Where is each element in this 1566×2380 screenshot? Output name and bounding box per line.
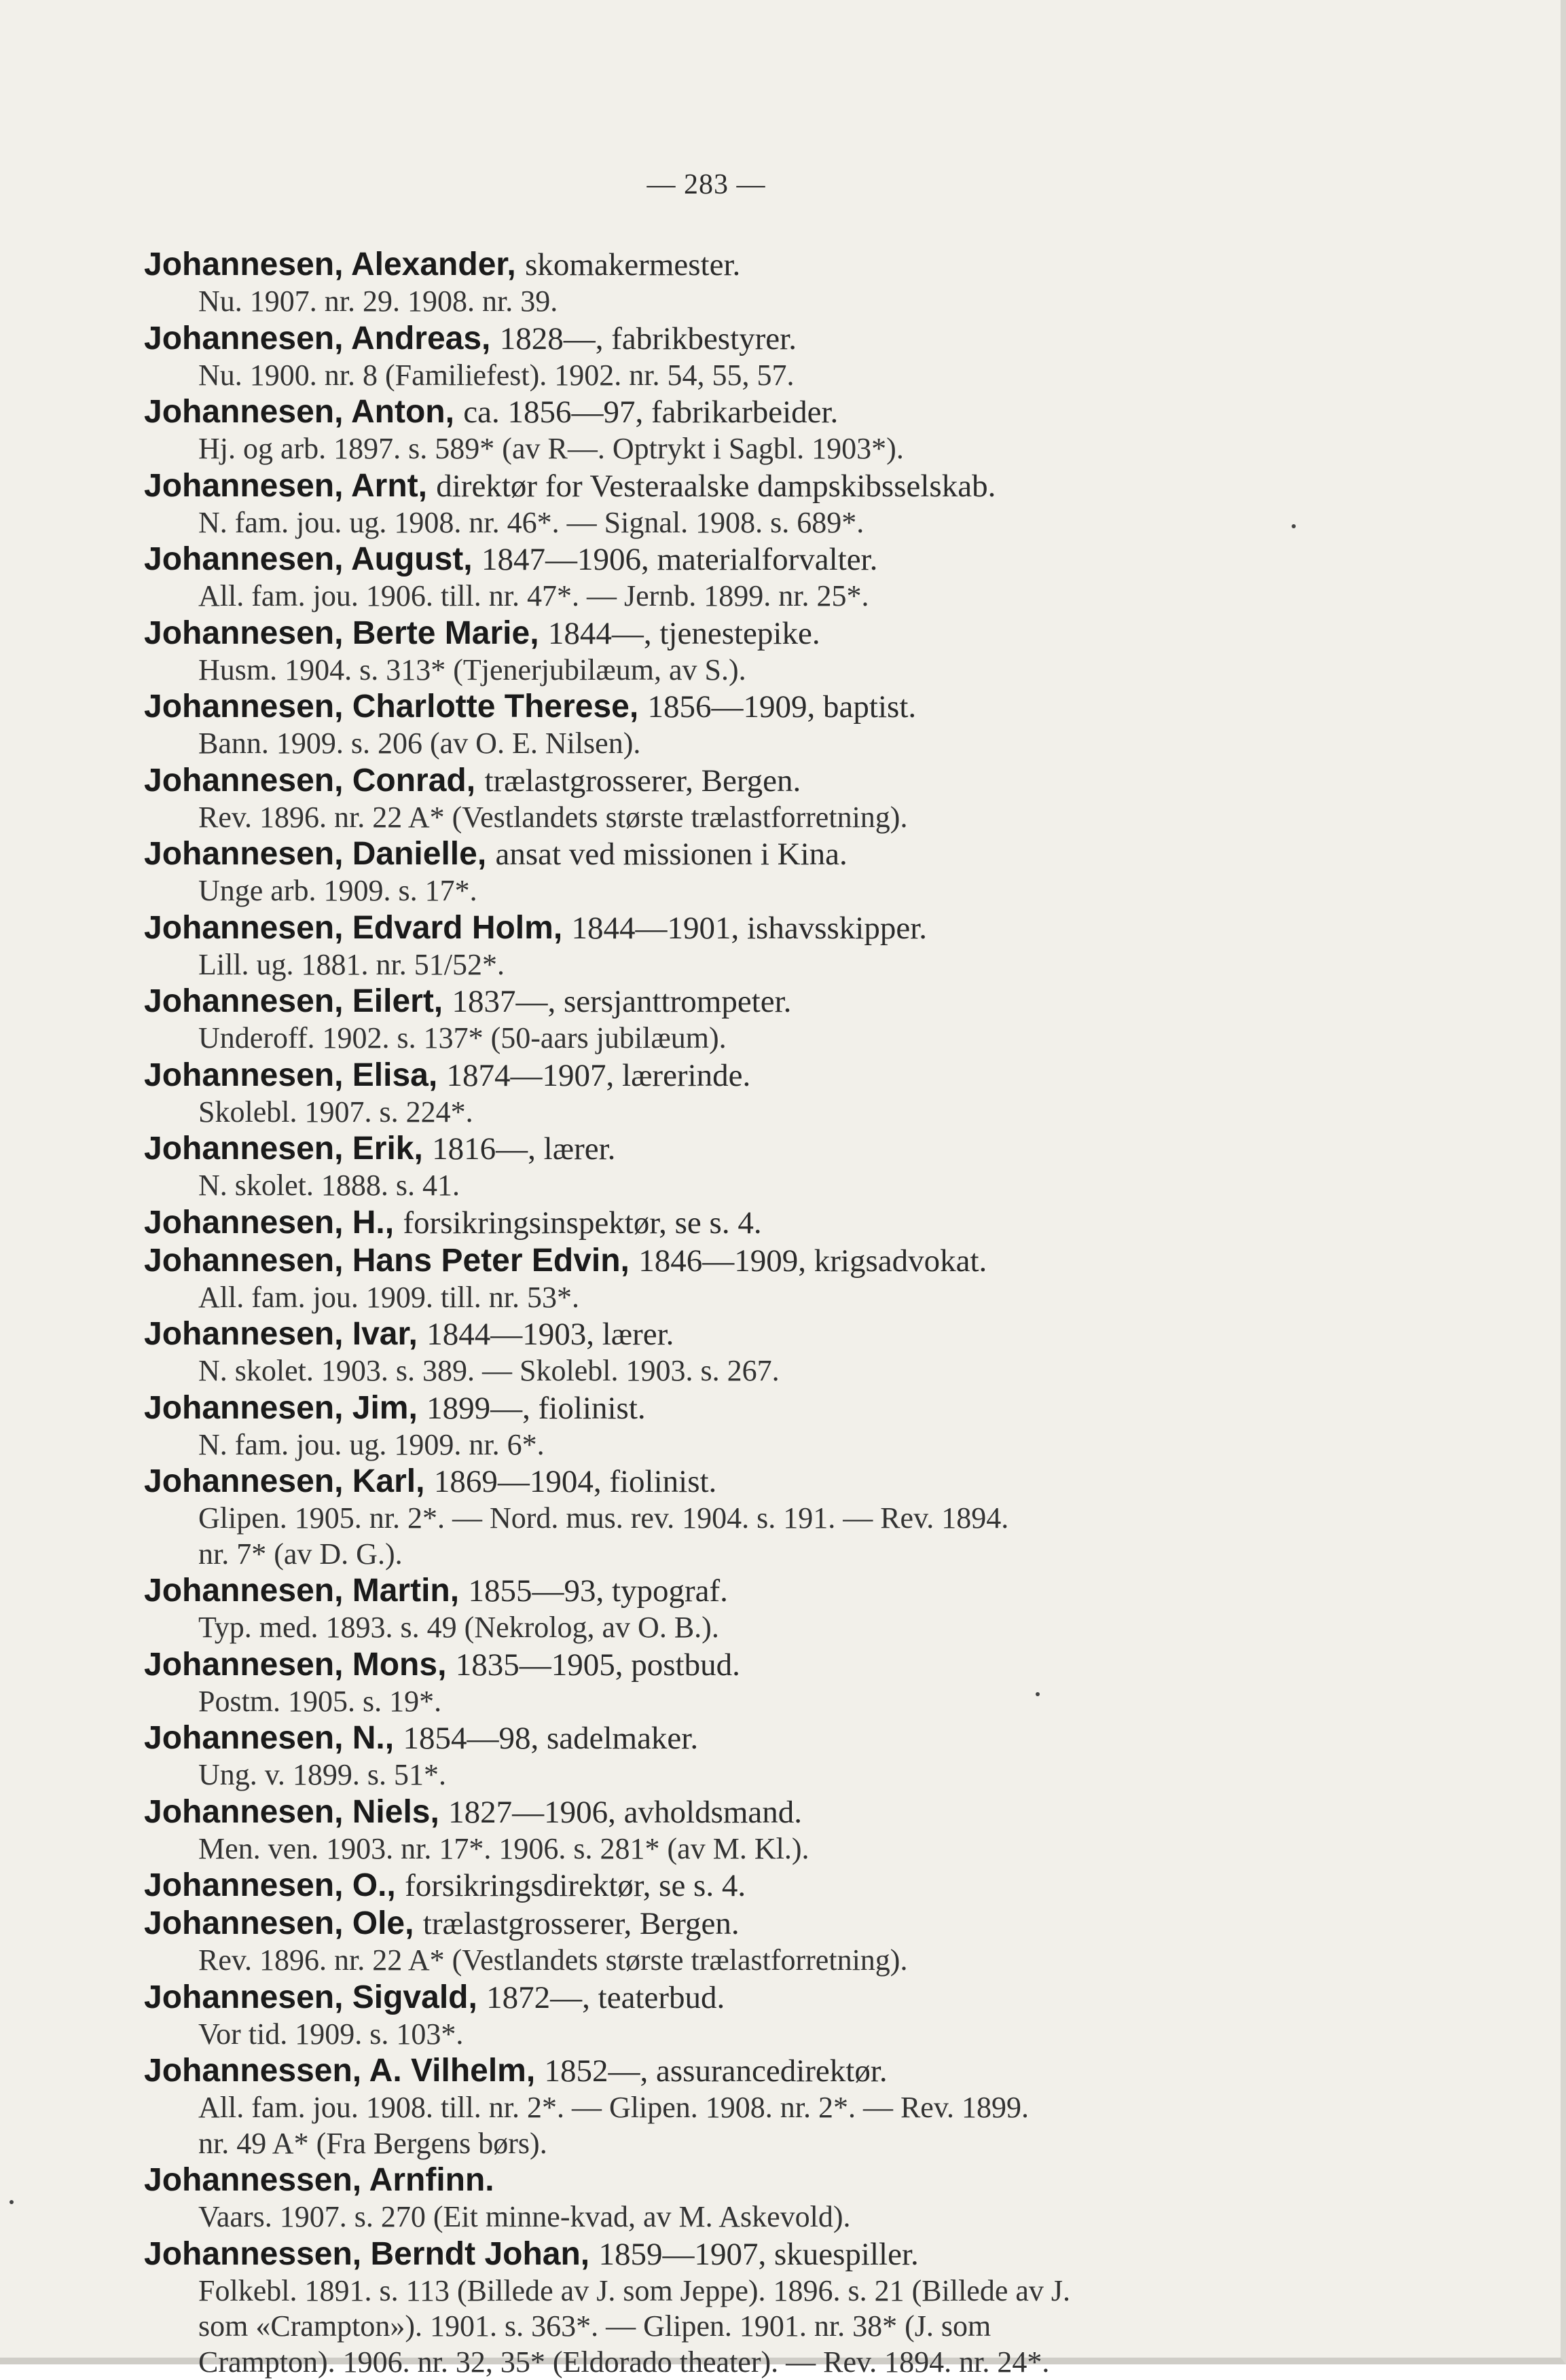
entry-heading <box>144 1389 1326 1427</box>
entry-description: 1872—, teaterbud. <box>486 1980 725 2015</box>
entry-description: 1827—1906, avholdsmand. <box>448 1795 802 1830</box>
register-entry <box>144 688 1326 762</box>
entry-references: Lill. ug. 1881. nr. 51/52*. <box>144 947 1326 983</box>
entry-description: 1856—1909, baptist. <box>648 689 917 725</box>
entry-heading <box>144 246 1326 284</box>
entry-name: Johannesen, Jim, <box>144 1390 418 1426</box>
entry-references: Folkebl. 1891. s. 113 (Billede av J. som Jeppe). 1896. s. 21 (Billede av J. som «Crampton»). 1901. s. 363*. — Glipen. 1901. nr. 38* (J. som Crampton). 1906. nr. 32, 35* (Eldorado theater). — Rev. 1894. nr. 24*. <box>144 2273 1326 2380</box>
entry-references: All. fam. jou. 1909. till. nr. 53*. <box>144 1280 1326 1316</box>
register-entry <box>144 393 1326 467</box>
register-entry <box>144 909 1326 983</box>
entry-references: Men. ven. 1903. nr. 17*. 1906. s. 281* (av M. Kl.). <box>144 1831 1326 1867</box>
register-entry <box>144 467 1326 541</box>
register-entry <box>144 1130 1326 1204</box>
register-entry <box>144 1057 1326 1131</box>
entry-name: Johannesen, Mons, <box>144 1647 446 1683</box>
entry-name: Johannessen, Arnfinn. <box>144 2162 494 2198</box>
entry-references: Skolebl. 1907. s. 224*. <box>144 1095 1326 1131</box>
entry-references: N. fam. jou. ug. 1909. nr. 6*. <box>144 1427 1326 1463</box>
register-entry <box>144 2161 1326 2235</box>
entry-heading <box>144 762 1326 800</box>
entry-heading <box>144 1719 1326 1757</box>
register-entry <box>144 1979 1326 2053</box>
entry-references: Unge arb. 1909. s. 17*. <box>144 873 1326 909</box>
entry-name: Johannesen, H., <box>144 1205 394 1241</box>
entry-references: Bann. 1909. s. 206 (av O. E. Nilsen). <box>144 726 1326 762</box>
entry-heading <box>144 1572 1326 1610</box>
entry-heading <box>144 2052 1326 2090</box>
entry-heading <box>144 1979 1326 2017</box>
entry-description: 1859—1907, skuespiller. <box>598 2237 918 2272</box>
entry-description: 1828—, fabrikbestyrer. <box>500 321 797 356</box>
register-entry <box>144 320 1326 394</box>
register-entry <box>144 1719 1326 1793</box>
entry-name: Johannesen, Karl, <box>144 1463 424 1499</box>
entry-description: 1846—1909, krigsadvokat. <box>638 1243 987 1279</box>
entry-name: Johannesen, Niels, <box>144 1794 439 1830</box>
entry-heading <box>144 1867 1326 1905</box>
entry-description: 1847—1906, materialforvalter. <box>481 542 877 577</box>
entry-references: Glipen. 1905. nr. 2*. — Nord. mus. rev. 1904. s. 191. — Rev. 1894. nr. 7* (av D. G.). <box>144 1501 1326 1572</box>
entry-name: Johannesen, Conrad, <box>144 763 475 799</box>
entry-heading <box>144 320 1326 358</box>
entry-name: Johannesen, Alexander, <box>144 246 516 282</box>
entry-heading <box>144 541 1326 579</box>
entry-references: Ung. v. 1899. s. 51*. <box>144 1757 1326 1793</box>
entry-heading <box>144 1204 1326 1242</box>
entry-name: Johannesen, Berte Marie, <box>144 615 539 651</box>
entry-heading <box>144 909 1326 947</box>
entry-name: Johannesen, Edvard Holm, <box>144 910 562 946</box>
entry-description: 1837—, sersjanttrompeter. <box>452 984 791 1019</box>
entry-description: 1835—1905, postbud. <box>456 1647 740 1683</box>
register-entry <box>144 541 1326 615</box>
entry-references: Rev. 1896. nr. 22 A* (Vestlandets største trælastforretning). <box>144 1943 1326 1979</box>
entry-name: Johannesen, Hans Peter Edvin, <box>144 1243 630 1279</box>
entry-references: N. skolet. 1888. s. 41. <box>144 1168 1326 1204</box>
entry-references: Postm. 1905. s. 19*. <box>144 1684 1326 1720</box>
entry-description: ca. 1856—97, fabrikarbeider. <box>463 395 838 430</box>
entry-references: Husm. 1904. s. 313* (Tjenerjubilæum, av S.). <box>144 653 1326 689</box>
entry-references: All. fam. jou. 1906. till. nr. 47*. — Jernb. 1899. nr. 25*. <box>144 579 1326 615</box>
register-entry <box>144 2052 1326 2161</box>
entry-heading <box>144 2161 1326 2199</box>
entry-name: Johannessen, A. Vilhelm, <box>144 2053 535 2089</box>
entry-description: 1844—, tjenestepike. <box>548 616 820 651</box>
entry-references: Underoff. 1902. s. 137* (50-aars jubilæum). <box>144 1021 1326 1057</box>
entry-description: 1869—1904, fiolinist. <box>434 1464 716 1499</box>
entry-name: Johannesen, Elisa, <box>144 1057 437 1093</box>
entry-name: Johannesen, Sigvald, <box>144 1979 477 2015</box>
entry-references: Typ. med. 1893. s. 49 (Nekrolog, av O. B.). <box>144 1610 1326 1646</box>
entry-description: 1874—1907, lærerinde. <box>447 1058 751 1093</box>
entry-name: Johannesen, Charlotte Therese, <box>144 689 638 725</box>
page-number: — 283 — <box>0 168 1413 201</box>
entry-description: direktør for Vesteraalske dampskibsselskab. <box>436 469 996 504</box>
entry-heading <box>144 1130 1326 1168</box>
entry-list <box>144 246 1326 2380</box>
entry-name: Johannesen, Danielle, <box>144 836 486 872</box>
entry-description: forsikringsdirektør, se s. 4. <box>405 1868 746 1903</box>
entry-description: skomakermester. <box>525 247 740 282</box>
stray-mark <box>1292 524 1296 528</box>
entry-heading <box>144 467 1326 505</box>
register-entry <box>144 246 1326 320</box>
entry-references: N. skolet. 1903. s. 389. — Skolebl. 1903. s. 267. <box>144 1353 1326 1389</box>
register-entry <box>144 1867 1326 1905</box>
register-entry <box>144 1572 1326 1646</box>
entry-references: Vor tid. 1909. s. 103*. <box>144 2017 1326 2053</box>
entry-name: Johannesen, Ivar, <box>144 1316 418 1352</box>
entry-heading <box>144 688 1326 726</box>
entry-heading <box>144 835 1326 873</box>
entry-description: ansat ved missionen i Kina. <box>496 837 848 872</box>
entry-description: 1816—, lærer. <box>432 1131 615 1167</box>
entry-references: Rev. 1896. nr. 22 A* (Vestlandets største trælastforretning). <box>144 800 1326 836</box>
entry-references: All. fam. jou. 1908. till. nr. 2*. — Glipen. 1908. nr. 2*. — Rev. 1899. nr. 49 A* (Fra Bergens børs). <box>144 2090 1326 2161</box>
entry-description: 1852—, assurancedirektør. <box>545 2053 888 2089</box>
entry-heading <box>144 983 1326 1021</box>
entry-description: 1844—1901, ishavsskipper. <box>572 911 928 946</box>
register-entry <box>144 1905 1326 1979</box>
entry-name: Johannesen, August, <box>144 541 473 577</box>
register-entry <box>144 1204 1326 1242</box>
register-entry <box>144 1242 1326 1316</box>
register-entry <box>144 2235 1326 2380</box>
entry-heading <box>144 2235 1326 2273</box>
register-entry <box>144 1646 1326 1720</box>
entry-references: Vaars. 1907. s. 270 (Eit minne-kvad, av M. Askevold). <box>144 2199 1326 2235</box>
register-entry <box>144 1463 1326 1572</box>
entry-description: trælastgrosserer, Bergen. <box>484 763 801 799</box>
entry-name: Johannesen, Martin, <box>144 1573 459 1609</box>
entry-description: forsikringsinspektør, se s. 4. <box>403 1205 761 1241</box>
entry-heading <box>144 615 1326 653</box>
register-entry <box>144 615 1326 689</box>
entry-description: 1854—98, sadelmaker. <box>403 1721 698 1756</box>
entry-heading <box>144 1315 1326 1353</box>
entry-heading <box>144 1242 1326 1280</box>
entry-heading <box>144 1463 1326 1501</box>
entry-name: Johannesen, Erik, <box>144 1131 423 1167</box>
entry-name: Johannesen, Ole, <box>144 1905 414 1941</box>
entry-references: N. fam. jou. ug. 1908. nr. 46*. — Signal. 1908. s. 689*. <box>144 505 1326 541</box>
entry-name: Johannesen, Anton, <box>144 394 454 430</box>
entry-heading <box>144 393 1326 431</box>
entry-heading <box>144 1905 1326 1943</box>
entry-description: trælastgrosserer, Bergen. <box>423 1906 740 1941</box>
entry-name: Johannesen, O., <box>144 1867 396 1903</box>
entry-name: Johannesen, Andreas, <box>144 321 490 356</box>
entry-name: Johannesen, Arnt, <box>144 468 427 504</box>
stray-mark <box>10 2200 14 2204</box>
register-entry <box>144 1793 1326 1867</box>
entry-description: 1844—1903, lærer. <box>426 1317 674 1352</box>
entry-heading <box>144 1646 1326 1684</box>
entry-name: Johannesen, Eilert, <box>144 983 443 1019</box>
register-entry <box>144 1315 1326 1389</box>
entry-heading <box>144 1793 1326 1831</box>
entry-references: Hj. og arb. 1897. s. 589* (av R—. Optrykt i Sagbl. 1903*). <box>144 431 1326 467</box>
entry-heading <box>144 1057 1326 1095</box>
entry-description: 1899—, fiolinist. <box>426 1391 645 1426</box>
register-entry <box>144 762 1326 836</box>
register-entry <box>144 1389 1326 1463</box>
entry-references: Nu. 1900. nr. 8 (Familiefest). 1902. nr. 54, 55, 57. <box>144 358 1326 394</box>
entry-name: Johannessen, Berndt Johan, <box>144 2236 589 2272</box>
register-entry <box>144 983 1326 1057</box>
register-entry <box>144 835 1326 909</box>
stray-mark <box>1036 1692 1040 1696</box>
entry-description: 1855—93, typograf. <box>468 1573 727 1609</box>
entry-references: Nu. 1907. nr. 29. 1908. nr. 39. <box>144 284 1326 320</box>
entry-name: Johannesen, N., <box>144 1720 394 1756</box>
